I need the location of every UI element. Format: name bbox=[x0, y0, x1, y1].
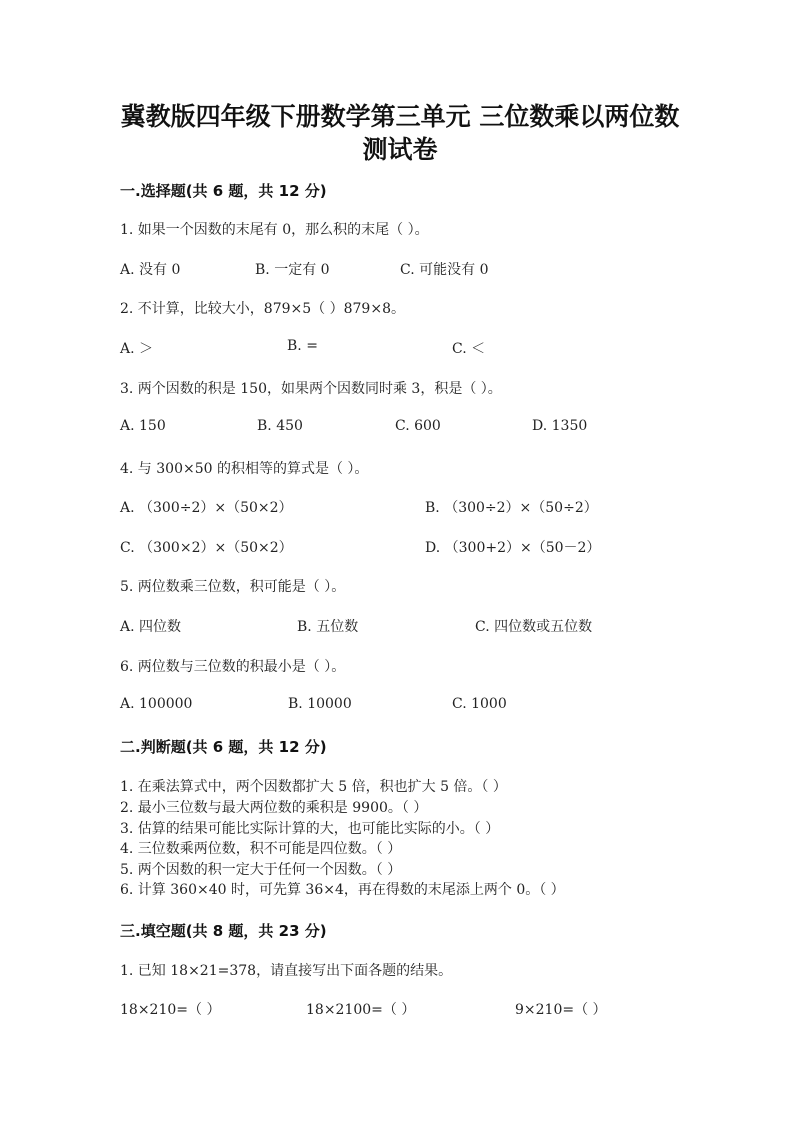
q3-option-a: A. 150 bbox=[120, 418, 166, 434]
q6-option-c: C. 1000 bbox=[452, 696, 507, 712]
judgement-item-4: 4. 三位数乘两位数，积不可能是四位数。（ ） bbox=[120, 841, 402, 857]
q5-option-c: C. 四位数或五位数 bbox=[475, 619, 593, 635]
judgement-item-3: 3. 估算的结果可能比实际计算的大，也可能比实际的小。（ ） bbox=[120, 821, 500, 837]
q5-option-a: A. 四位数 bbox=[120, 619, 182, 635]
q6-option-b: B. 10000 bbox=[288, 696, 352, 712]
question-2-text: 2. 不计算，比较大小，879×5（ ）879×8。 bbox=[120, 301, 405, 317]
question-4-text: 4. 与 300×50 的积相等的算式是（ ）。 bbox=[120, 461, 369, 477]
fill-question-1-text: 1. 已知 18×21=378，请直接写出下面各题的结果。 bbox=[120, 963, 453, 979]
q4-option-c: C. （300×2）×（50×2） bbox=[120, 540, 293, 556]
q3-option-c: C. 600 bbox=[395, 418, 441, 434]
question-6-text: 6. 两位数与三位数的积最小是（ ）。 bbox=[120, 659, 346, 675]
q1-option-c: C. 可能没有 0 bbox=[400, 262, 489, 278]
section-heading-choice: 一.选择题(共 6 题，共 12 分) bbox=[120, 182, 327, 200]
fill-q1-blank-1: 18×210=（ ） bbox=[120, 1002, 221, 1018]
q2-option-b: B. = bbox=[287, 338, 318, 354]
q3-option-b: B. 450 bbox=[257, 418, 303, 434]
q1-option-a: A. 没有 0 bbox=[120, 262, 181, 278]
fill-q1-blank-2: 18×2100=（ ） bbox=[306, 1002, 416, 1018]
question-1-text: 1. 如果一个因数的末尾有 0，那么积的末尾（ ）。 bbox=[120, 222, 429, 238]
page-title-line-1: 冀教版四年级下册数学第三单元 三位数乘以两位数 bbox=[120, 102, 680, 131]
q6-option-a: A. 100000 bbox=[120, 696, 193, 712]
q1-option-b: B. 一定有 0 bbox=[255, 262, 330, 278]
q4-option-b: B. （300÷2）×（50÷2） bbox=[425, 500, 598, 516]
section-heading-fill-blank: 三.填空题(共 8 题，共 23 分) bbox=[120, 922, 327, 940]
q4-option-d: D. （300+2）×（50－2） bbox=[425, 540, 601, 556]
q2-option-a: A. ＞ bbox=[120, 341, 154, 357]
page-title-line-2: 测试卷 bbox=[362, 135, 438, 164]
judgement-item-5: 5. 两个因数的积一定大于任何一个因数。（ ） bbox=[120, 862, 402, 878]
q2-option-c: C. ＜ bbox=[452, 341, 486, 357]
question-5-text: 5. 两位数乘三位数，积可能是（ ）。 bbox=[120, 579, 346, 595]
judgement-item-2: 2. 最小三位数与最大两位数的乘积是 9900。（ ） bbox=[120, 800, 428, 816]
q5-option-b: B. 五位数 bbox=[297, 619, 359, 635]
judgement-item-1: 1. 在乘法算式中，两个因数都扩大 5 倍，积也扩大 5 倍。（ ） bbox=[120, 779, 507, 795]
question-3-text: 3. 两个因数的积是 150，如果两个因数同时乘 3，积是（ ）。 bbox=[120, 381, 502, 397]
q3-option-d: D. 1350 bbox=[532, 418, 588, 434]
fill-q1-blank-3: 9×210=（ ） bbox=[515, 1002, 607, 1018]
judgement-item-6: 6. 计算 360×40 时，可先算 36×4，再在得数的末尾添上两个 0。（ ） bbox=[120, 882, 565, 898]
q4-option-a: A. （300÷2）×（50×2） bbox=[120, 500, 293, 516]
section-heading-judgement: 二.判断题(共 6 题，共 12 分) bbox=[120, 738, 327, 756]
